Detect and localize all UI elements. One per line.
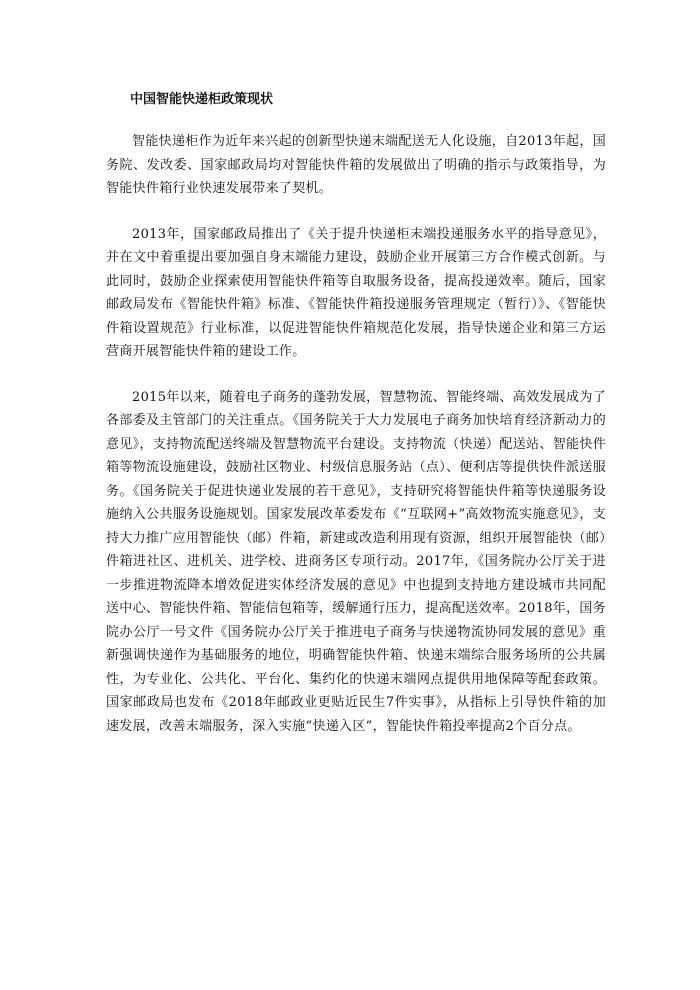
document-body xyxy=(106,90,606,760)
paragraph-intro: 智能快递柜作为近年来兴起的创新型快递末端配送无人化设施，自2013年起，国务院、发改委、国家邮政局均对智能快件箱的发展做出了明确的指示与政策指导，为智能快件箱行业快速发展带来了契机。 xyxy=(106,134,606,196)
paragraph-2015-policy: 2015年以来，随着电子商务的蓬勃发展，智慧物流、智能终端、高效发展成为了各部委及主管部门的关注重点。《国务院关于大力发展电子商务加快培育经济新动力的意见》，支持物流配送终端及智慧物流平台建设。支持物流（快递）配送站、智能快件箱等物流设施建设，鼓励社区物业、村级信息服务站（点）、便利店等提供快件派送服务。《国务院关于促进快递业发展的若干意见》，支持研究将智能快件箱等快递服务设施纳入公共服务设施规划。国家发展改革委发布《“互联网+”高效物流实施意见》，支持大力推广应用智能快（邮）件箱，新建或改造利用现有资源，组织开展智能快（邮）件箱进社区、进机关、进学校、进商务区专项行动。2017年，《国务院办公厅关于进一步推进物流降本增效促进实体经济发展的意见》中也提到支持地方建设城市共同配送中心、智能快件箱、智能信包箱等，缓解通行压力，提高配送效率。2018年，国务院办公厅一号文件《国务院办公厅关于推进电子商务与快递物流协同发展的意见》重新强调快递作为基础服务的地位，明确智能快件箱、快递末端综合服务场所的公共属性，为专业化、公共化、平台化、集约化的快递末端网点提供用地保障等配套政策。 国家邮政局也发布《2018年邮政业更贴近民生7件实事》，从指标上引导快件箱的加速发展，改善末端服务，深入实施“快递入区”，智能快件箱投率提高2个百分点。 xyxy=(106,389,606,734)
paragraph-2013-policy: 2013年，国家邮政局推出了《关于提升快递柜末端投递服务水平的指导意见》，并在文中着重提出要加强自身末端能力建设，鼓励企业开展第三方合作模式创新。与此同时，鼓励企业探索使用智能快件箱等自取服务设备，提高投递效率。随后，国家邮政局发布《智能快件箱》标准、《智能快件箱投递服务管理规定（暂行）》、《智能快件箱设置规范》行业标准，以促进智能快件箱规范化发展，指导快递企业和第三方运营商开展智能快件箱的建设工作。 xyxy=(106,226,606,359)
document-title: 中国智能快递柜政策现状 xyxy=(130,92,274,107)
